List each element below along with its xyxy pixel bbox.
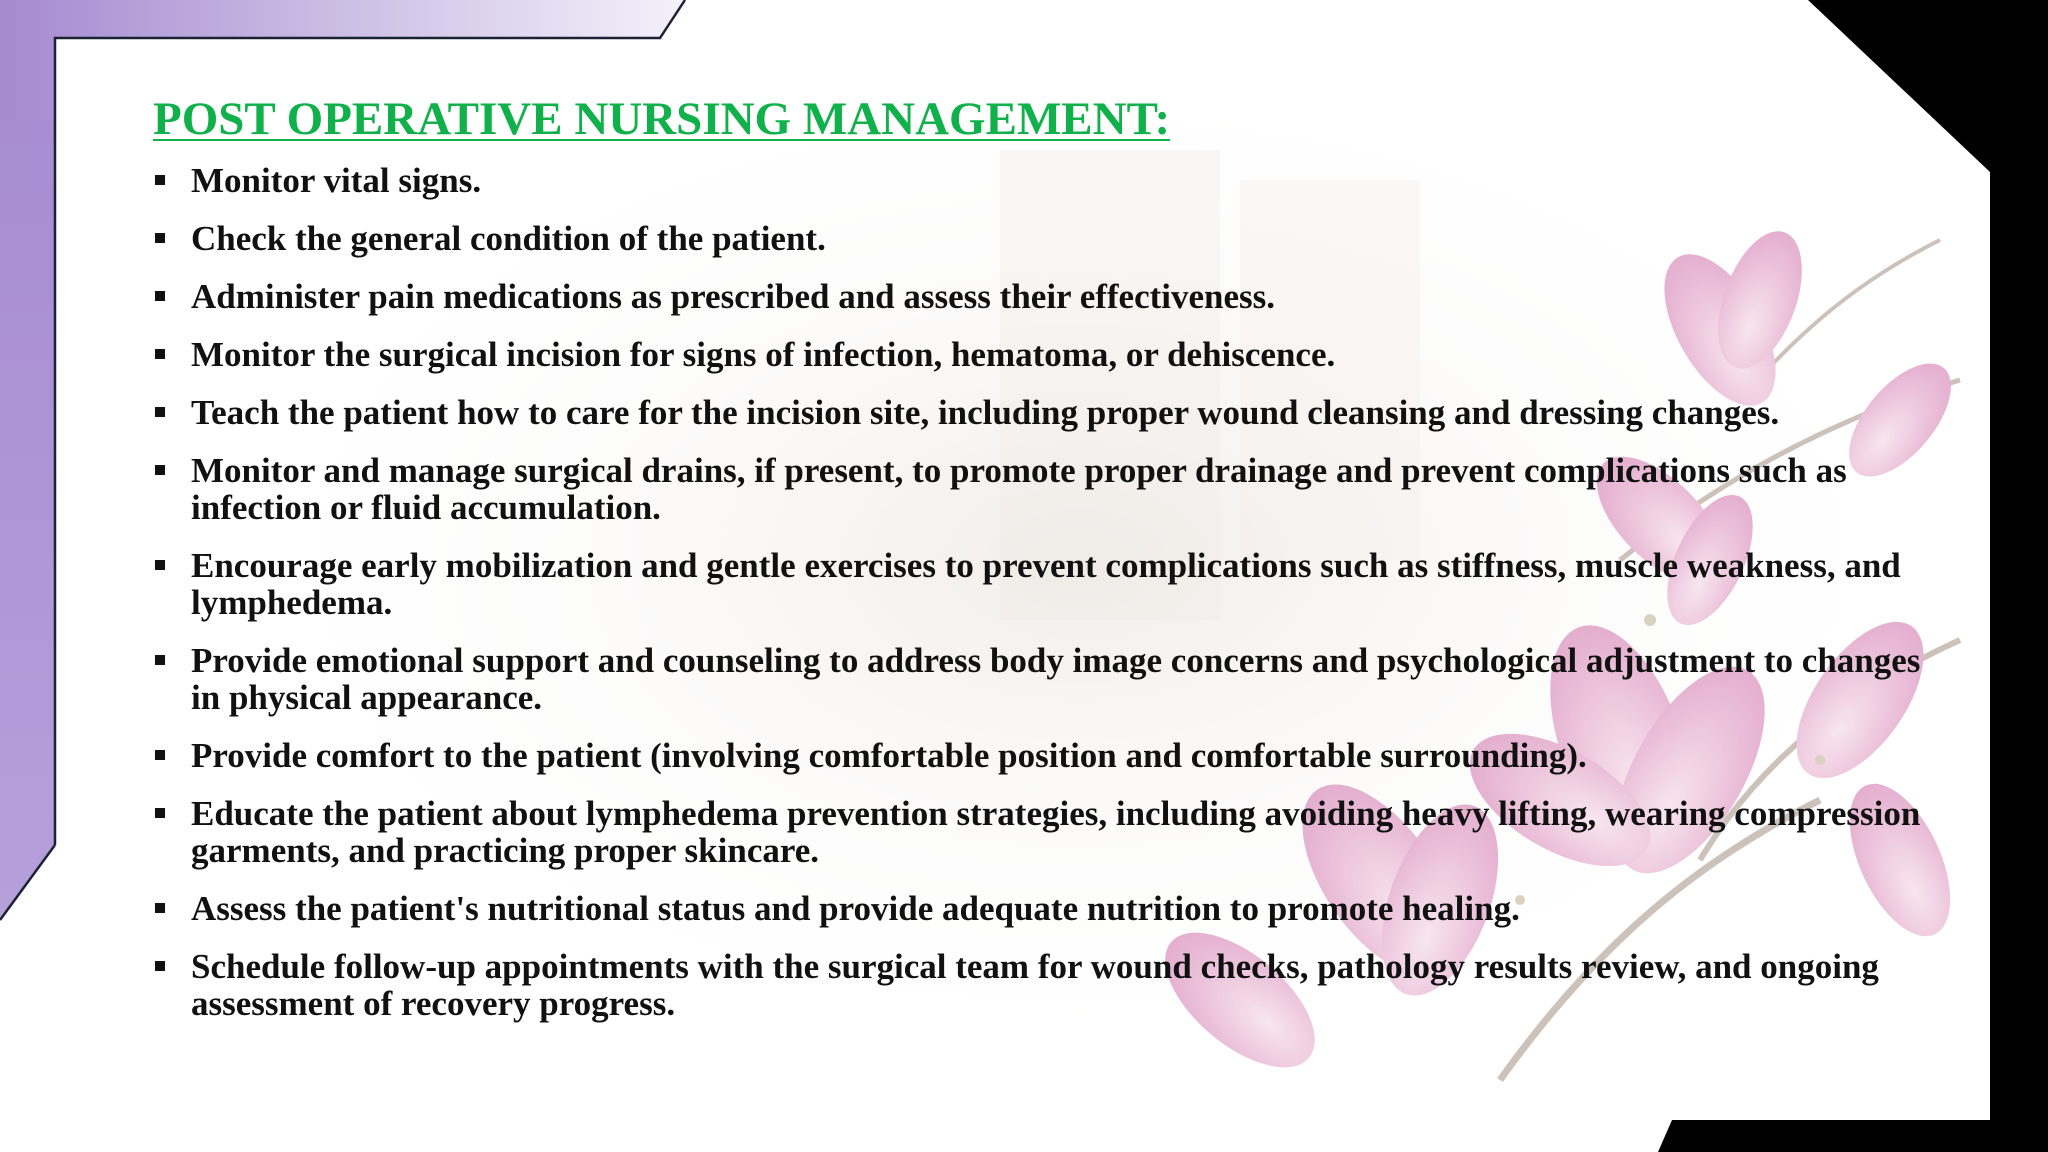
square-bullet-icon — [155, 349, 165, 359]
list-item-text: Schedule follow-up appointments with the surgical team for wound checks, pathology results review, and ongoing assessment of recovery progress. — [191, 947, 1879, 1023]
list-item — [153, 737, 1953, 774]
slide-content — [153, 90, 1953, 1043]
list-item-text: Provide emotional support and counseling to address body image concerns and psychological adjustment to changes in physical appearance. — [191, 641, 1921, 717]
list-item-text: Encourage early mobilization and gentle exercises to prevent complications such as stiffness, muscle weakness, and lymphedema. — [191, 546, 1901, 622]
list-item — [153, 795, 1953, 869]
list-item — [153, 547, 1953, 621]
list-item — [153, 890, 1953, 927]
list-item — [153, 394, 1953, 431]
bullet-list — [153, 162, 1953, 1022]
list-item — [153, 220, 1953, 257]
square-bullet-icon — [155, 808, 165, 818]
list-item-text: Teach the patient how to care for the incision site, including proper wound cleansing and dressing changes. — [191, 393, 1780, 432]
list-item — [153, 452, 1953, 526]
square-bullet-icon — [155, 407, 165, 417]
list-item-text: Monitor and manage surgical drains, if present, to promote proper drainage and prevent complications such as infection or fluid accumulation. — [191, 451, 1847, 527]
list-item-text: Administer pain medications as prescribed and assess their effectiveness. — [191, 277, 1276, 316]
square-bullet-icon — [155, 655, 165, 665]
list-item-text: Monitor the surgical incision for signs of infection, hematoma, or dehiscence. — [191, 335, 1336, 374]
square-bullet-icon — [155, 175, 165, 185]
square-bullet-icon — [155, 560, 165, 570]
square-bullet-icon — [155, 465, 165, 475]
slide-title: POST OPERATIVE NURSING MANAGEMENT: — [153, 93, 1171, 145]
list-item-text: Educate the patient about lymphedema prevention strategies, including avoiding heavy lifting, wearing compression garments, and practicing proper skincare. — [191, 794, 1921, 870]
list-item — [153, 948, 1953, 1022]
square-bullet-icon — [155, 750, 165, 760]
list-item-text: Monitor vital signs. — [191, 161, 482, 200]
list-item — [153, 336, 1953, 373]
list-item-text: Provide comfort to the patient (involving comfortable position and comfortable surrounding). — [191, 736, 1587, 775]
list-item — [153, 278, 1953, 315]
square-bullet-icon — [155, 291, 165, 301]
list-item — [153, 642, 1953, 716]
square-bullet-icon — [155, 233, 165, 243]
square-bullet-icon — [155, 903, 165, 913]
list-item — [153, 162, 1953, 199]
list-item-text: Assess the patient's nutritional status and provide adequate nutrition to promote healing. — [191, 889, 1520, 928]
list-item-text: Check the general condition of the patient. — [191, 219, 826, 258]
square-bullet-icon — [155, 961, 165, 971]
